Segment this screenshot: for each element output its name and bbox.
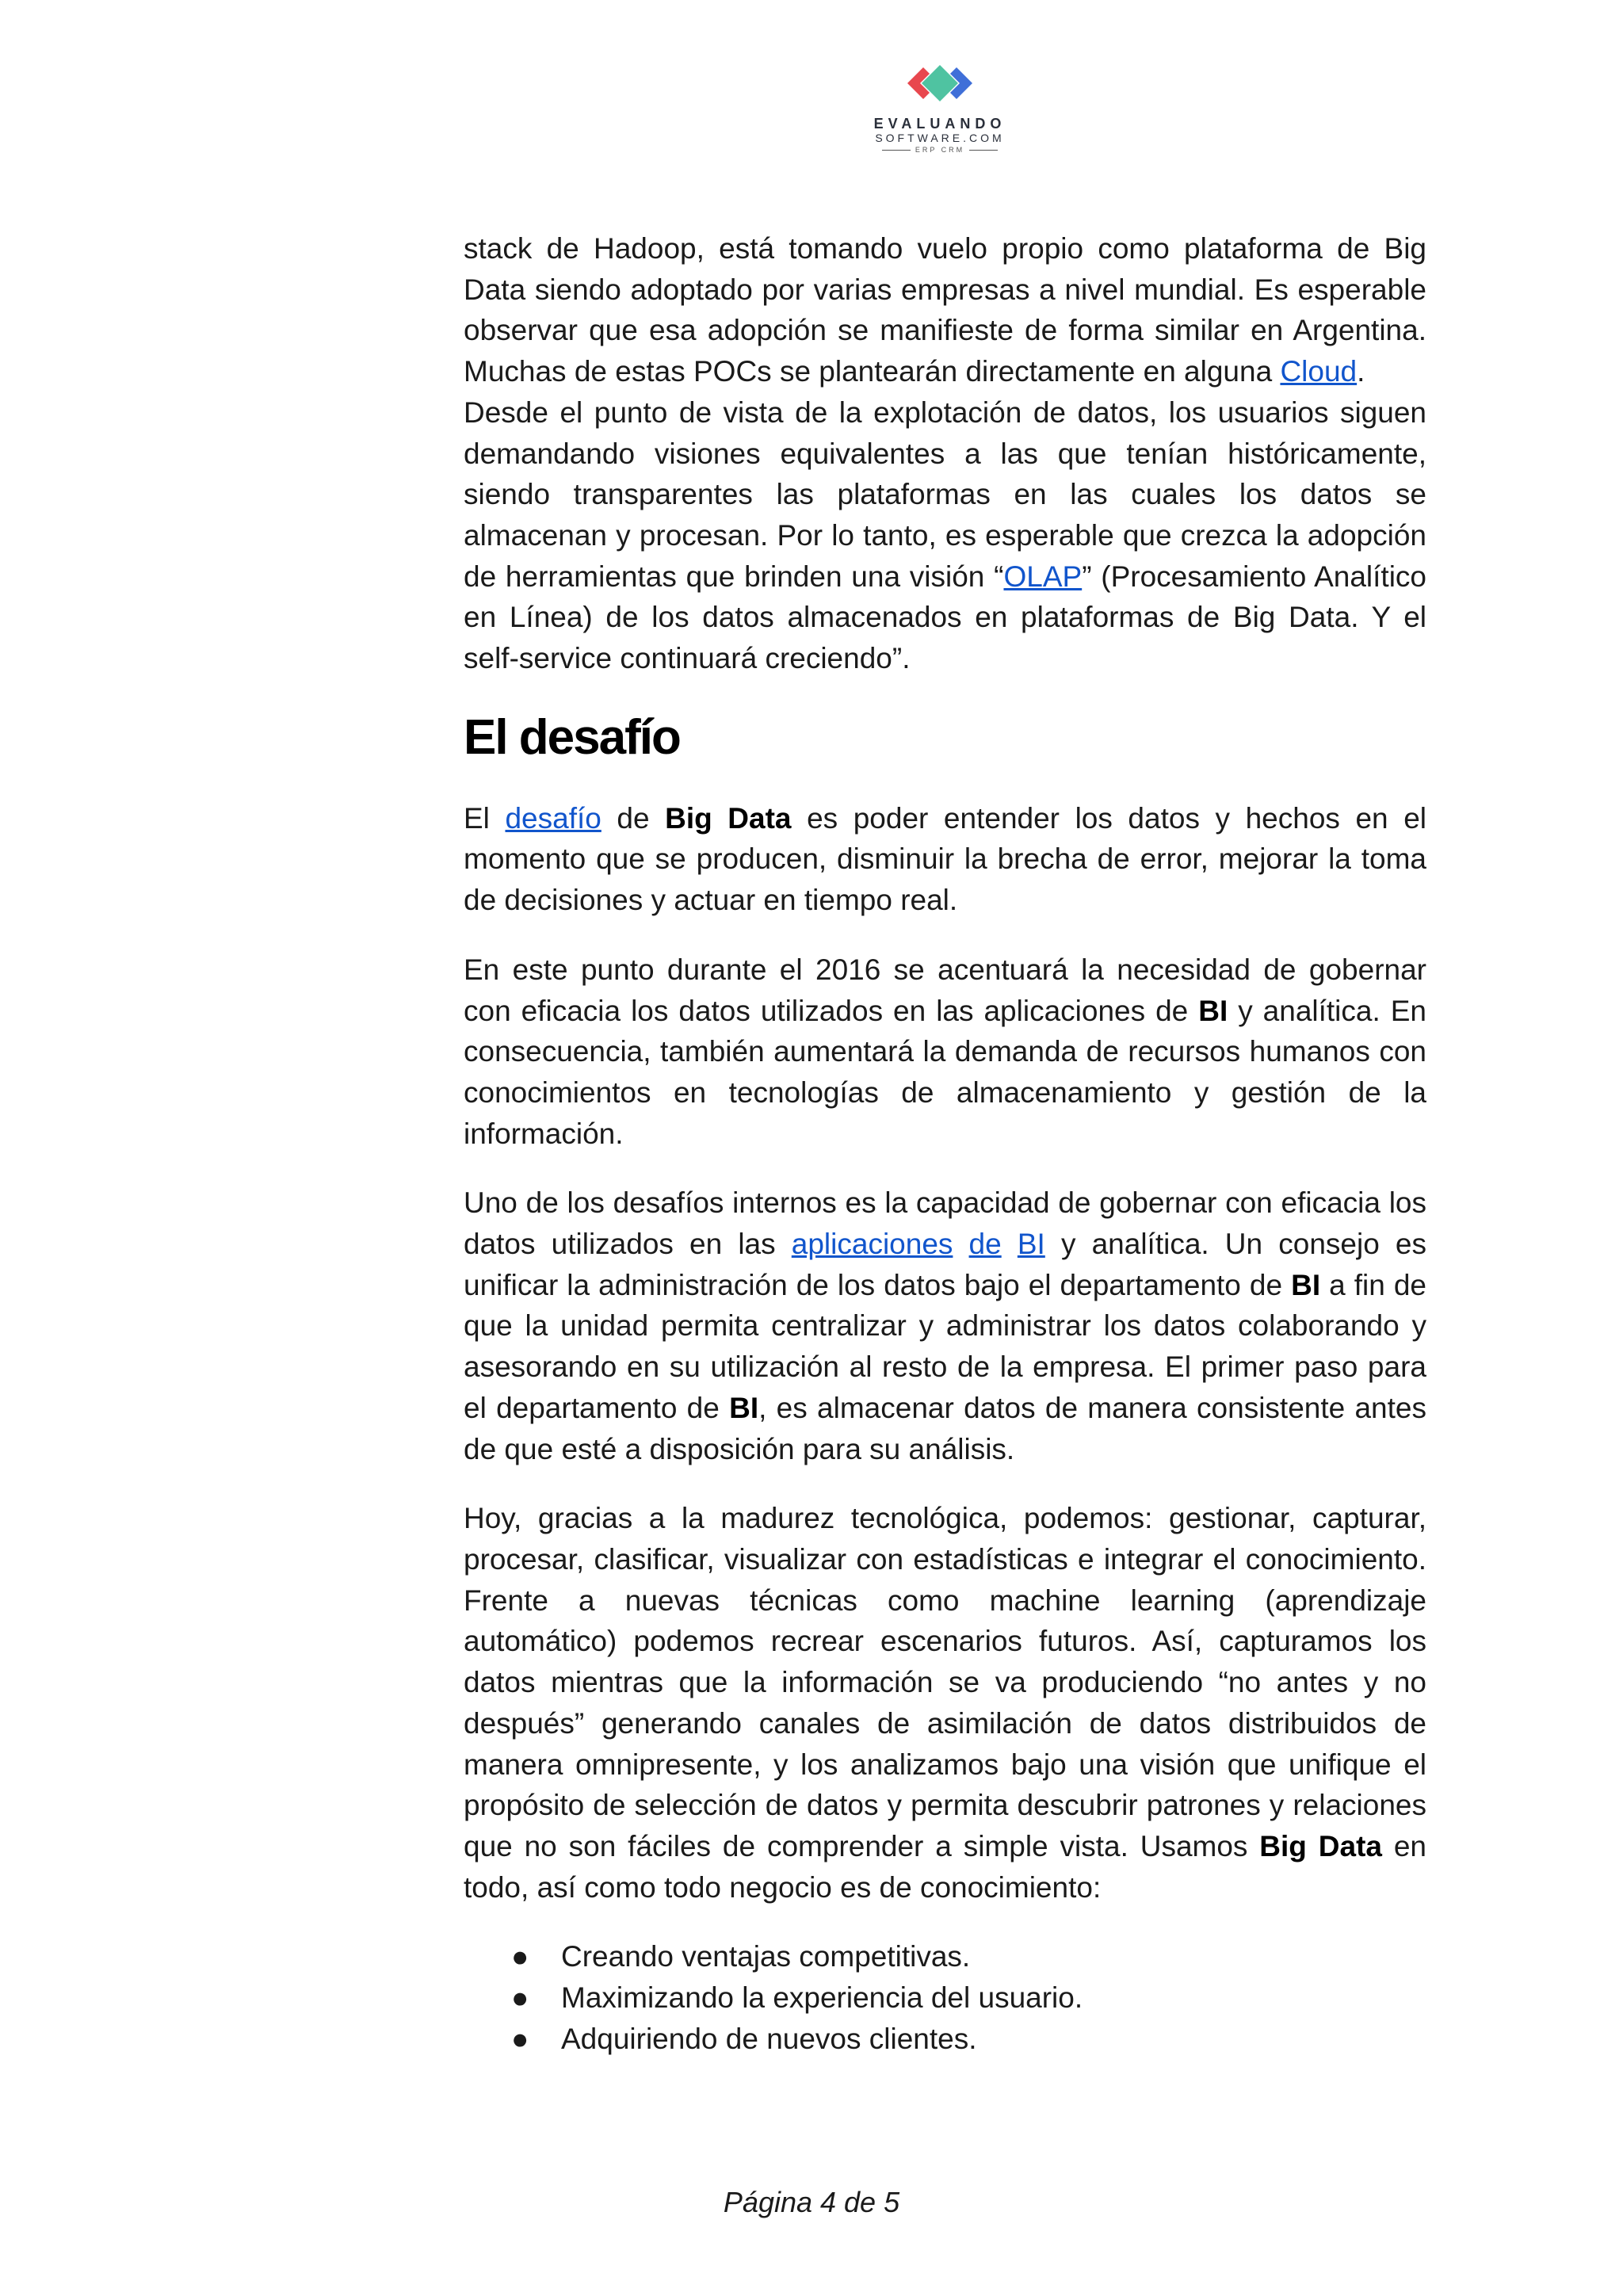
bullet-list bbox=[464, 1936, 1426, 2059]
paragraph-2016: En este punto durante el 2016 se acentuará la necesidad de gobernar con eficacia los datos utilizados en las aplicaciones de BI y analítica. En consecuencia, también aumentará la demanda de recursos humanos con conocimientos en tecnologías de almacenamiento y gestión de la información. bbox=[464, 953, 1426, 1150]
bullet-icon: ● bbox=[511, 2022, 529, 2055]
list-item: ● Creando ventajas competitivas. bbox=[511, 1936, 1426, 1977]
company-logo bbox=[861, 55, 1019, 174]
olap-link[interactable]: OLAP bbox=[1003, 560, 1083, 593]
paragraph-desafio: El desafío de Big Data es poder entender los datos y hechos en el momento que se producen, disminuir la brecha de error, mejorar la toma de decisiones y actuar en tiempo real. bbox=[464, 801, 1426, 917]
list-item: ● Adquiriendo de nuevos clientes. bbox=[511, 2019, 1426, 2060]
de-link[interactable]: de bbox=[968, 1228, 1002, 1261]
bullet-icon: ● bbox=[511, 1981, 529, 2015]
page-number: Página 4 de 5 bbox=[723, 2186, 900, 2218]
paragraph-madurez: Hoy, gracias a la madurez tecnológica, podemos: gestionar, capturar, procesar, clasificar, visualizar con estadísticas e integrar el conocimiento. Frente a nuevas técnicas como machine learning (aprendizaje automático) podemos recrear escenarios futuros. Así, capturamos los datos mientras que la información se va produciendo “no antes y no después” generando canales de asimilación de datos distribuidos de manera omnipresente, y los analizamos bajo una visión que unifique el propósito de selección de datos y permita descubrir patrones y relaciones que no son fáciles de comprender a simple vista. Usamos Big Data en todo, así como todo negocio es de conocimiento: bbox=[464, 1502, 1426, 1904]
bi-link[interactable]: BI bbox=[1017, 1228, 1045, 1261]
logo-text-software: SOFTWARE.COM bbox=[875, 132, 1005, 144]
document-body bbox=[464, 228, 1426, 2059]
intro-paragraph: stack de Hadoop, está tomando vuelo propio como plataforma de Big Data siendo adoptado por varias empresas a nivel mundial. Es esperable observar que esa adopción se manifieste de forma similar en Argentina. Muchas de estas POCs se plantearán directamente en alguna Cloud. Desde el punto de vista de la explotación de datos, los usuarios siguen demandando visiones equivalentes a las que tenían históricamente, siendo transparentes las plataformas en las cuales los datos se almacenan y procesan. Por lo tanto, es esperable que crezca la adopción de herramientas que brinden una visión “OLAP” (Procesamiento Analítico en Línea) de los datos almacenados en plataformas de Big Data. Y el self-service continuará creciendo”. bbox=[464, 232, 1427, 675]
aplicaciones-link[interactable]: aplicaciones bbox=[791, 1228, 953, 1261]
cloud-link[interactable]: Cloud bbox=[1280, 355, 1358, 388]
section-heading: El desafío bbox=[464, 709, 680, 765]
list-item: ● Maximizando la experiencia del usuario. bbox=[511, 1977, 1426, 2019]
logo-text-evaluando: EVALUANDO bbox=[873, 116, 1006, 132]
logo-mark-icon bbox=[888, 55, 991, 111]
paragraph-desafios-internos: Uno de los desafíos internos es la capacidad de gobernar con eficacia los datos utilizados en las aplicaciones de BI y analítica. Un consejo es unificar la administración de los datos bajo el departamento de BI a fin de que la unidad permita centralizar y administrar los datos colaborando y asesorando en su utilización al resto de la empresa. El primer paso para el departamento de BI, es almacenar datos de manera consistente antes de que esté a disposición para su análisis. bbox=[464, 1186, 1426, 1465]
logo-text-erp-crm: ERP CRM bbox=[861, 144, 1019, 155]
desafio-link[interactable]: desafío bbox=[505, 801, 601, 835]
bullet-icon: ● bbox=[511, 1940, 529, 1973]
